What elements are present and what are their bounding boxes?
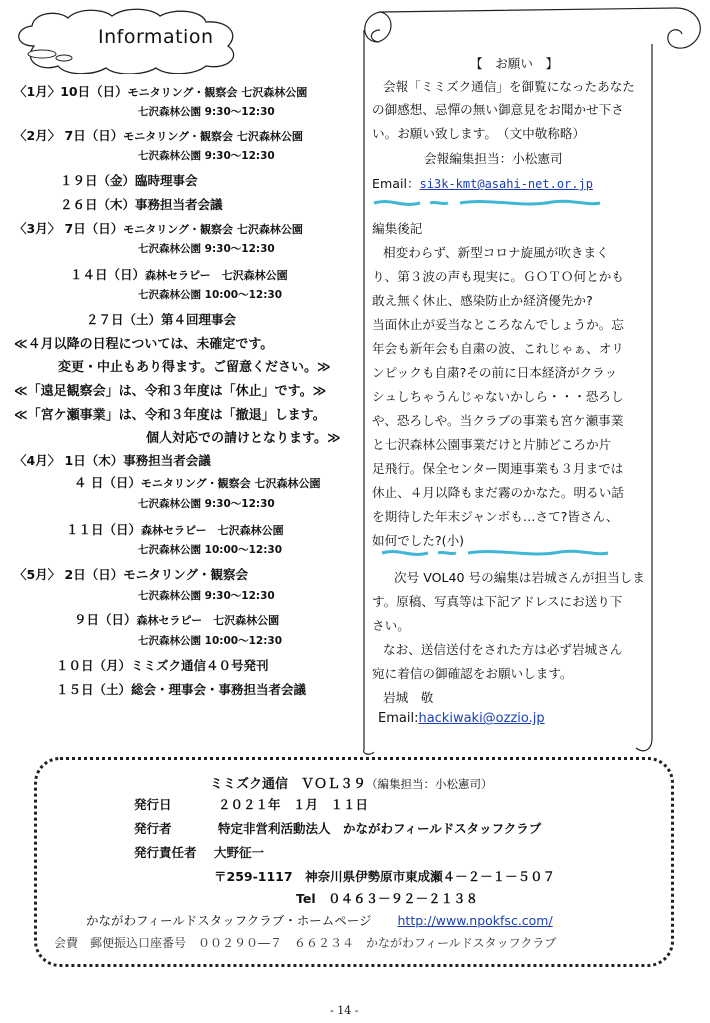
- next-issue-line: さい。: [372, 618, 410, 633]
- wave-separator-2: [380, 546, 610, 560]
- schedule-jan-10-time: 七沢森林公園 9:30～12:30: [138, 106, 275, 118]
- page-number: - 14 -: [330, 1004, 359, 1017]
- schedule-feb-19: １９日（金）臨時理事会: [60, 173, 198, 188]
- schedule-feb-26: ２６日（木）事務担当者会議: [60, 197, 223, 212]
- afterword-line: と七沢森林公園事業だけと片肺どころか片: [372, 437, 612, 452]
- afterword-line: ンピックも自粛?その前に日本経済がクラッ: [372, 365, 618, 380]
- footer-address: 〒259-1117 神奈川県伊勢原市東成瀬４－２－１－５０７: [214, 869, 556, 884]
- schedule-apr-11-time: 七沢森林公園 10:00～12:30: [138, 544, 283, 556]
- footer-publisher: 特定非営利活動法人 かながわフィールドスタッフクラブ: [218, 821, 542, 836]
- footer-date-label: 発行日: [134, 797, 172, 812]
- afterword-line: 当面休止が妥当なところなんでしょうか。忘: [372, 317, 624, 332]
- schedule-apr-1: 〈4月〉 1日（木）事務担当者会議: [14, 453, 211, 468]
- schedule-apr-4: ４ 日（日）モニタリング・観察会 七沢森林公園: [74, 475, 321, 490]
- schedule-may-9-time: 七沢森林公園 10:00～12:30: [138, 635, 283, 647]
- afterword-line: 足飛行。保全センター関連事業も３月までは: [372, 461, 624, 476]
- wave-separator-1: [372, 196, 602, 210]
- request-line-2: の御感想、忌憚の無い御意見をお聞かせ下さ: [372, 102, 624, 117]
- footer-responsible: 大野征一: [214, 845, 265, 860]
- footer-title-row: ミミズク通信 ＶＯＬ３９（編集担当：小松憲司）: [210, 777, 493, 792]
- request-line-1: 会報「ミミズク通信」を御覧になったあなた: [383, 79, 635, 94]
- schedule-may-15: １５日（土）総会・理事会・事務担当者会議: [56, 682, 307, 697]
- notice-line-3: ≪「遠足観察会」は、令和３年度は「休止」です。≫: [14, 384, 327, 399]
- schedule-apr-4-time: 七沢森林公園 9:30～12:30: [138, 498, 275, 510]
- schedule-may-2-time: 七沢森林公園 9:30～12:30: [138, 590, 275, 602]
- footer-fee: 会費 郵便振込口座番号 ００２９０―７ ６６２３４ かながわフィールドスタッフクラブ: [54, 936, 557, 950]
- afterword-heading: 編集後記: [372, 221, 423, 236]
- notice-line-1: ≪４月以降の日程については、未確定です。: [14, 337, 274, 352]
- footer-date: ２０２１年 １月 １１日: [218, 797, 369, 812]
- request-line-3: い。お願い致します。 （文中敬称略）: [372, 126, 586, 141]
- afterword-line: 年会も新年会も自粛の波、これじゃぁ、オリ: [372, 341, 624, 356]
- schedule-jan-10: 〈1月〉10日（日）モニタリング・観察会 七沢森林公園: [14, 84, 308, 99]
- afterword-line: シュしちゃうんじゃないかしら・・・恐ろし: [372, 389, 624, 404]
- afterword-line: や、恐ろしや。当クラブの事業も宮ケ瀬事業: [372, 413, 624, 428]
- footer-responsible-label: 発行責任者: [134, 845, 197, 860]
- request-editor: 会報編集担当：小松憲司: [424, 151, 563, 166]
- request-email-row: Email：si3k-kmt@asahi-net.or.jp: [372, 176, 593, 191]
- footer-homepage-row: かながわフィールドスタッフクラブ・ホームページ http://www.npokfsc.com/: [86, 913, 553, 928]
- next-issue-line: 次号 VOL40 号の編集は岩城さんが担当しま: [394, 570, 645, 585]
- notice-line-2: 変更・中止もあり得ます。ご留意ください。≫: [58, 360, 331, 375]
- afterword-line: 敢え無く休止、感染防止か経済優先か?: [372, 293, 593, 308]
- schedule-mar-27: ２７日（土）第４回理事会: [86, 312, 237, 327]
- information-title: Information: [98, 26, 214, 48]
- next-issue-line: なお、送信送付をされた方は必ず岩城さん: [383, 642, 623, 657]
- schedule-may-2: 〈5月〉 2日（日）モニタリング・観察会: [14, 567, 249, 582]
- schedule-feb-7-time: 七沢森林公園 9:30～12:30: [138, 150, 275, 162]
- next-issue-line: 宛に着信の御確認をお願いします。: [372, 666, 573, 681]
- next-issue-name: 岩城 敬: [383, 690, 434, 705]
- afterword-line: り、第３波の声も現実に。ＧＯＴＯ何とかも: [372, 269, 624, 284]
- next-issue-line: す。原稿、写真等は下記アドレスにお送り下: [372, 594, 623, 609]
- afterword-line: 休止、４月以降もまだ霧のかなた。明るい話: [372, 485, 624, 500]
- notice-line-5: 個人対応での請けとなります。≫: [146, 431, 341, 446]
- schedule-apr-11: １１日（日）森林セラピー 七沢森林公園: [66, 522, 284, 537]
- schedule-feb-7: 〈2月〉 7日（日）モニタリング・観察会 七沢森林公園: [14, 128, 303, 143]
- afterword-line: 如何でした?(小): [372, 533, 465, 548]
- schedule-mar-7-time: 七沢森林公園 9:30～12:30: [138, 243, 275, 255]
- footer-publisher-label: 発行者: [134, 821, 172, 836]
- next-issue-email-row: Email:hackiwaki@ozzio.jp: [378, 711, 545, 726]
- afterword-line: 相変わらず、新型コロナ旋風が吹きまく: [383, 245, 609, 260]
- schedule-may-10: １０日（月）ミミズク通信４０号発刊: [56, 658, 269, 673]
- footer-tel: Tel ０４６３－９２－２１３８: [296, 891, 479, 906]
- schedule-may-9: ９日（日）森林セラピー 七沢森林公園: [74, 612, 280, 627]
- schedule-mar-7: 〈3月〉 7日（日）モニタリング・観察会 七沢森林公園: [14, 221, 303, 236]
- schedule-mar-14: １４日（日）森林セラピー 七沢森林公園: [70, 267, 288, 282]
- schedule-mar-14-time: 七沢森林公園 10:00～12:30: [138, 289, 283, 301]
- afterword-line: を期待した年末ジャンボも…さて?皆さん、: [372, 509, 619, 524]
- request-email-link[interactable]: si3k-kmt@asahi-net.or.jp: [419, 177, 593, 191]
- request-heading: 【 お願い 】: [470, 56, 559, 71]
- footer-homepage-link[interactable]: http://www.npokfsc.com/: [397, 913, 553, 928]
- next-issue-email-link[interactable]: hackiwaki@ozzio.jp: [418, 711, 545, 726]
- notice-line-4: ≪「宮ケ瀬事業」は、令和３年度は「撤退」します。: [14, 408, 326, 423]
